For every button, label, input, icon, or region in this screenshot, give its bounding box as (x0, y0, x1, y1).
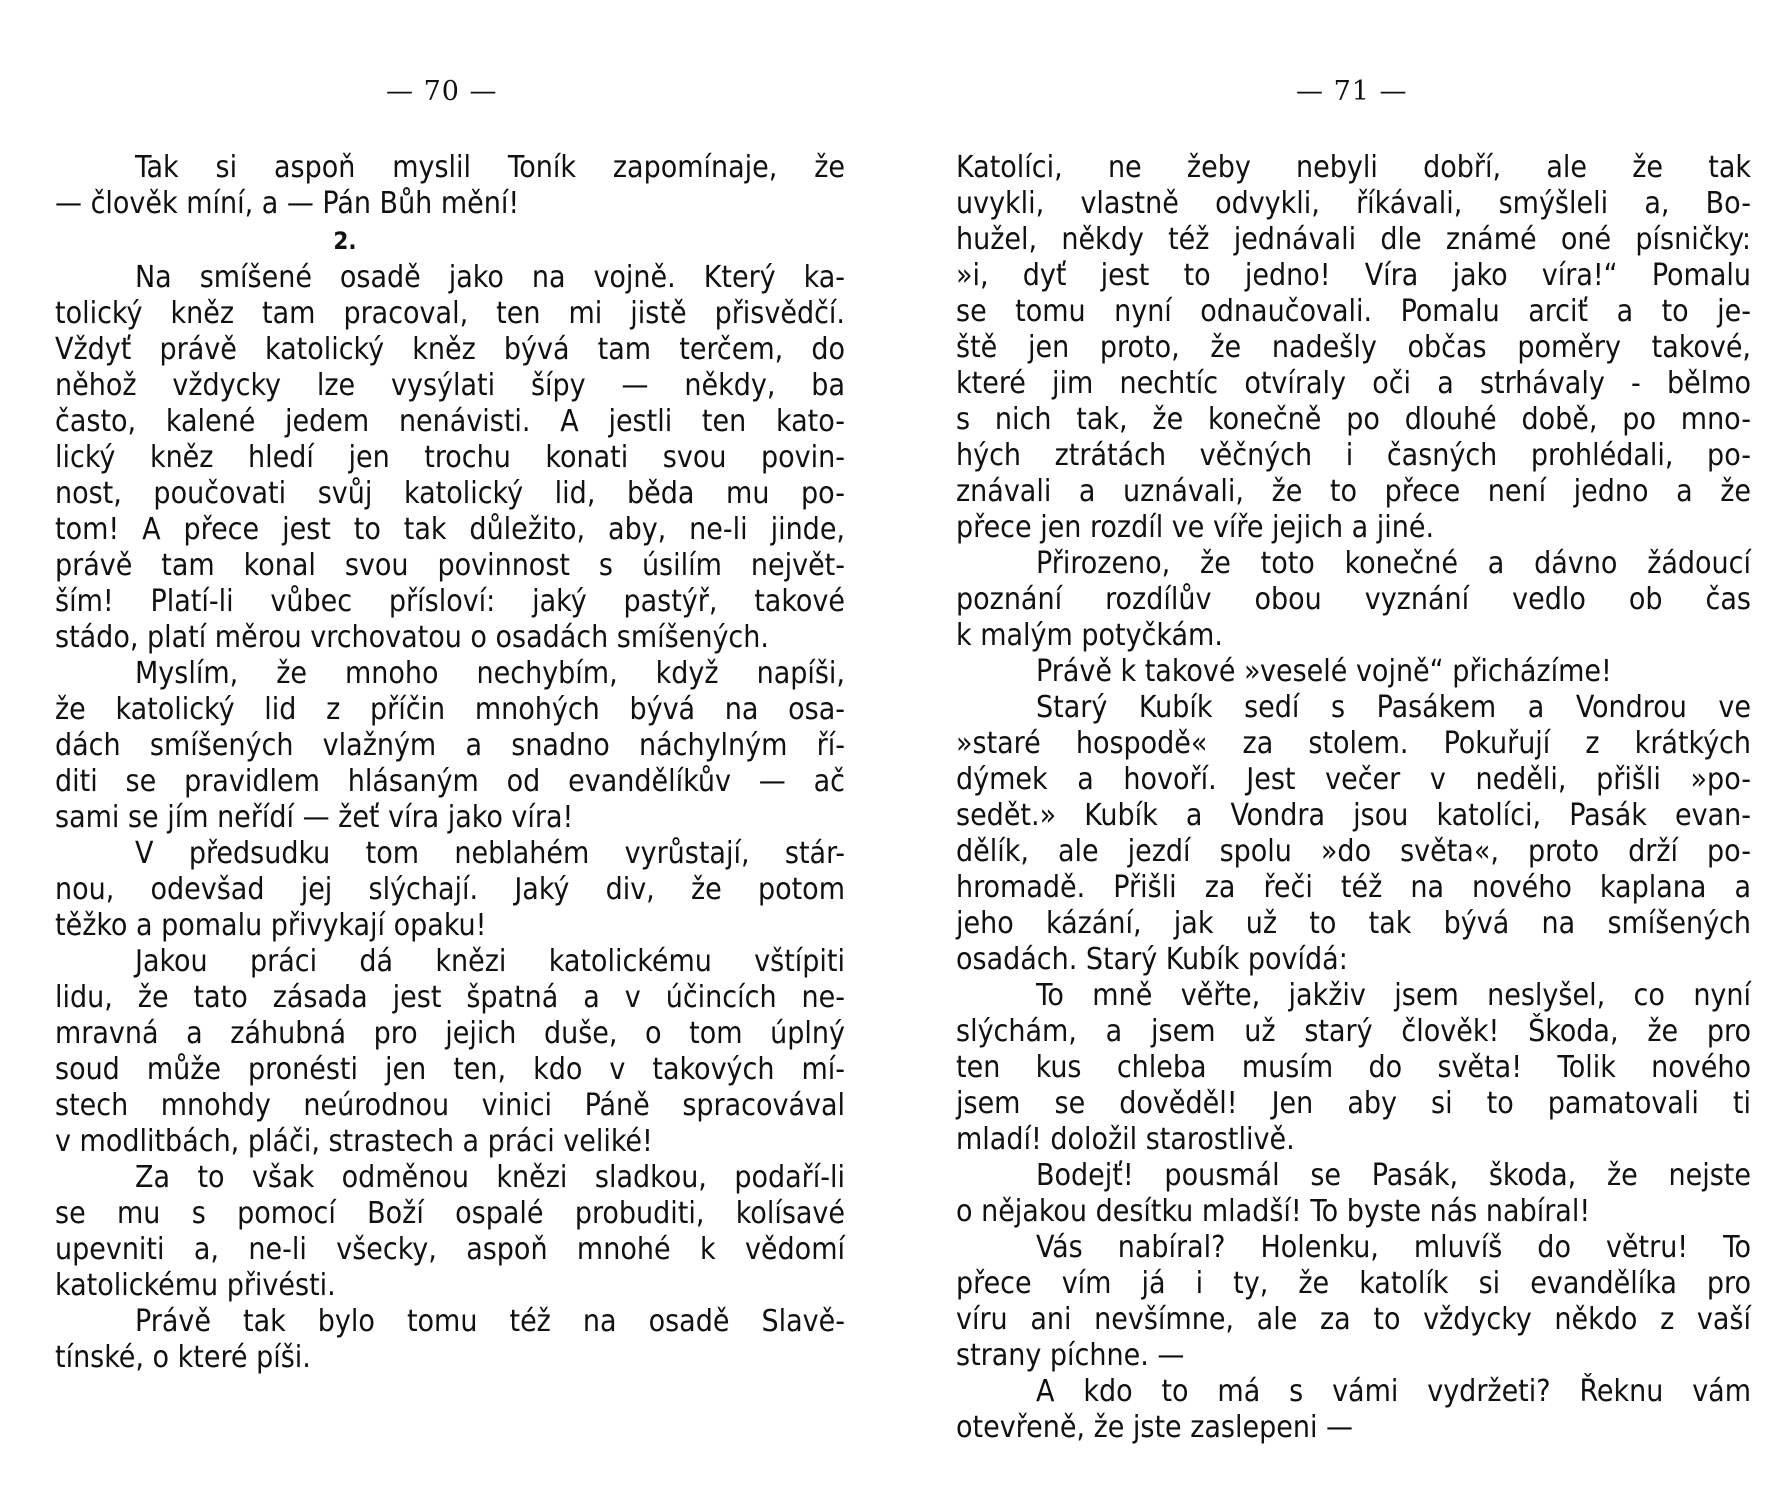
text-line: ště jen proto, že nadešly občas poměry takové, (956, 330, 1751, 365)
text-line: stádo, platí měrou vrchovatou o osadách smíšených. (55, 620, 769, 655)
text-line: hých ztrátách věčných i časných prohlédali, po- (956, 438, 1751, 473)
text-line: že katolický lid z příčin mnohých bývá na osa- (55, 692, 845, 727)
text-line: Bodejť! pousmál se Pasák, škoda, že nejste (1036, 1158, 1751, 1193)
text-line: mravná a záhubná pro jejich duše, o tom úplný (55, 1016, 845, 1051)
page-number-right: — 71 — (1296, 76, 1408, 107)
left-page-text (55, 150, 845, 1376)
text-line: Za to však odměnou knězi sladkou, podaří-li (135, 1160, 845, 1195)
text-line: poznání rozdílův obou vyznání vedlo ob čas (956, 582, 1751, 617)
text-line: Jakou práci dá knězi katolickému vštípiti (135, 944, 845, 979)
text-line: mladí! doložil starostlivě. (956, 1122, 1295, 1157)
text-line: hromadě. Přišli za řeči též na nového kaplana a (956, 870, 1751, 905)
text-line: osadách. Starý Kubík povídá: (956, 942, 1348, 977)
text-line: dýmek a hovoří. Jest večer v neděli, přišli »po- (956, 762, 1751, 797)
text-line: Myslím, že mnoho nechybím, když napíši, (135, 656, 845, 691)
text-line: lický kněz hledí jen trochu konati svou povin- (55, 440, 845, 475)
text-line: Starý Kubík sedí s Pasákem a Vondrou ve (1036, 690, 1751, 725)
section-number: 2. (333, 227, 357, 255)
text-line: soud může pronésti jen ten, kdo v takových mí- (55, 1052, 845, 1087)
text-line: tínské, o které píši. (55, 1340, 311, 1375)
text-line: znávali a uznávali, že to přece není jedno a že (956, 474, 1751, 509)
text-line: dělík, ale jezdí spolu »do světa«, proto drží po- (956, 834, 1751, 869)
text-line: sedět.» Kubík a Vondra jsou katolíci, Pasák evan- (956, 798, 1751, 833)
right-page (896, 0, 1792, 1500)
right-page-text (956, 150, 1751, 1446)
text-line: diti se pravidlem hlásaným od evandělíkův — ač (55, 764, 845, 799)
text-line: těžko a pomalu přivykají opaku! (55, 908, 487, 943)
text-line: »staré hospodě« za stolem. Pokuřují z krátkých (956, 726, 1751, 761)
text-line: Právě k takové »veselé vojně“ přicházíme! (1036, 654, 1612, 689)
text-line: Vás nabíral? Holenku, mluvíš do větru! To (1036, 1230, 1751, 1265)
text-line: tolický kněz tam pracoval, ten mi jistě přisvědčí. (55, 296, 845, 331)
text-line: s nich tak, že konečně po dlouhé době, po mno- (956, 402, 1751, 437)
text-line: hužel, někdy též jednávali dle známé oné písničky: (956, 222, 1751, 257)
text-line: V předsudku tom neblahém vyrůstají, stár- (135, 836, 845, 871)
text-line: dách smíšených vlažným a snadno náchylným ří- (55, 728, 845, 763)
text-line: které jim nechtíc otvíraly oči a strhávaly - bělmo (956, 366, 1751, 401)
text-line: ším! Platí-li vůbec přísloví: jaký pastýř, takové (55, 584, 845, 619)
page-number-left: — 70 — (386, 76, 498, 107)
text-line: uvykli, vlastně odvykli, říkávali, smýšleli a, Bo- (956, 186, 1751, 221)
text-line: — člověk míní, a — Pán Bůh mění! (55, 186, 520, 221)
text-line: často, kalené jedem nenávisti. A jestli ten kato- (55, 404, 845, 439)
text-line: katolickému přivésti. (55, 1268, 336, 1303)
text-line: sami se jím neřídí — žeť víra jako víra! (55, 800, 574, 835)
text-line: k malým potyčkám. (956, 618, 1223, 653)
text-line: o nějakou desítku mladší! To byste nás nabíral! (956, 1194, 1591, 1229)
text-line: se mu s pomocí Boží ospalé probuditi, kolísavé (55, 1196, 845, 1231)
text-line: To mně věřte, jakživ jsem neslyšel, co nyní (1036, 978, 1751, 1013)
text-line: jsem se dověděl! Jen aby si to pamatovali ti (956, 1086, 1751, 1121)
text-line: slýchám, a jsem už starý člověk! Škoda, že pro (956, 1014, 1751, 1049)
text-line: »i, dyť jest to jedno! Víra jako víra!“ Pomalu (956, 258, 1751, 293)
text-line: Přirozeno, že toto konečné a dávno žádoucí (1036, 546, 1751, 581)
text-line: Tak si aspoň myslil Toník zapomínaje, že (135, 150, 845, 185)
text-line: přece jen rozdíl ve víře jejich a jiné. (956, 510, 1435, 545)
text-line: jeho kázání, jak už to tak bývá na smíšených (956, 906, 1751, 941)
text-line: tom! A přece jest to tak důležito, aby, ne-li jinde, (55, 512, 845, 547)
text-line: Na smíšené osadě jako na vojně. Který ka- (135, 260, 845, 295)
text-line: nost, poučovati svůj katolický lid, běda mu po- (55, 476, 845, 511)
text-line: právě tam konal svou povinnost s úsilím největ- (55, 548, 845, 583)
text-line: otevřeně, že jste zaslepeni — (956, 1410, 1354, 1445)
text-line: A kdo to má s vámi vydržeti? Řeknu vám (1036, 1374, 1751, 1409)
text-line: ten kus chleba musím do světa! Tolik nového (956, 1050, 1751, 1085)
text-line: se tomu nyní odnaučovali. Pomalu arciť a to je- (956, 294, 1751, 329)
text-line: stech mnohdy neúrodnou vinici Páně spracovával (55, 1088, 845, 1123)
text-line: Vždyť právě katolický kněz bývá tam terčem, do (55, 332, 845, 367)
text-line: přece vím já i ty, že katolík si evandělíka pro (956, 1266, 1751, 1301)
text-line: Právě tak bylo tomu též na osadě Slavě- (135, 1304, 845, 1339)
text-line: něhož vždycky lze vysýlati šípy — někdy, ba (55, 368, 845, 403)
text-line: víru ani nevšímne, ale za to vždycky někdo z vaší (956, 1302, 1751, 1337)
text-line: nou, odevšad jej slýchají. Jaký div, že potom (55, 872, 845, 907)
text-line: strany píchne. — (956, 1338, 1185, 1373)
text-line: v modlitbách, pláči, strastech a práci veliké! (55, 1124, 653, 1159)
text-line: lidu, že tato zásada jest špatná a v účincích ne- (55, 980, 845, 1015)
text-line: Katolíci, ne žeby nebyli dobří, ale že tak (956, 150, 1751, 185)
text-line: upevniti a, ne-li všecky, aspoň mnohé k vědomí (55, 1232, 845, 1267)
